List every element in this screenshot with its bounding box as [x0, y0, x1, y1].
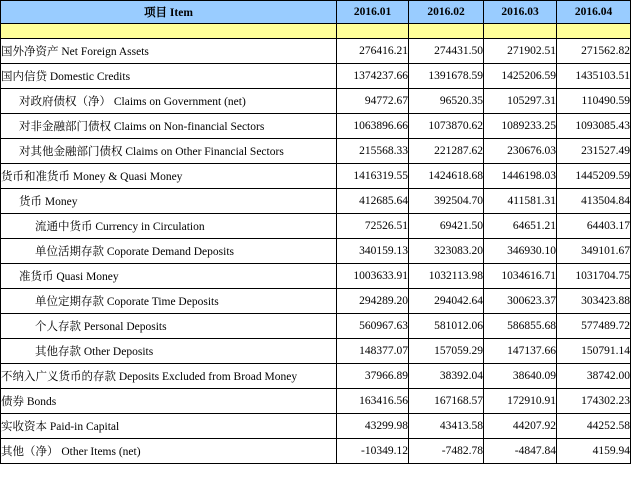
value-cell: 1063896.66	[337, 114, 409, 139]
row-label: 国外净资产 Net Foreign Assets	[1, 39, 337, 64]
value-cell: 105297.31	[484, 89, 557, 114]
value-cell: 1032113.98	[409, 264, 484, 289]
value-cell: 231527.49	[557, 139, 631, 164]
value-cell: 44207.92	[484, 414, 557, 439]
value-cell: 323083.20	[409, 239, 484, 264]
value-cell: 1089233.25	[484, 114, 557, 139]
row-label: 对非金融部门债权 Claims on Non-financial Sectors	[1, 114, 337, 139]
highlight-cell	[557, 24, 631, 39]
value-cell: 1424618.68	[409, 164, 484, 189]
row-label: 不纳入广义货币的存款 Deposits Excluded from Broad Money	[1, 364, 337, 389]
value-cell: 44252.58	[557, 414, 631, 439]
value-cell: 581012.06	[409, 314, 484, 339]
row-label: 流通中货币 Currency in Circulation	[1, 214, 337, 239]
value-cell: 163416.56	[337, 389, 409, 414]
value-cell: 1374237.66	[337, 64, 409, 89]
value-cell: 1093085.43	[557, 114, 631, 139]
value-cell: 110490.59	[557, 89, 631, 114]
table-row	[1, 64, 631, 89]
table-body	[1, 1, 631, 464]
value-cell: 1034616.71	[484, 264, 557, 289]
table-row	[1, 114, 631, 139]
header-period: 2016.03	[484, 1, 557, 24]
table-row	[1, 339, 631, 364]
value-cell: 172910.91	[484, 389, 557, 414]
value-cell: 43299.98	[337, 414, 409, 439]
value-cell: 38392.04	[409, 364, 484, 389]
highlight-cell	[409, 24, 484, 39]
header-period: 2016.04	[557, 1, 631, 24]
table-row	[1, 389, 631, 414]
row-label: 对其他金融部门债权 Claims on Other Financial Sectors	[1, 139, 337, 164]
table-row	[1, 214, 631, 239]
header-period: 2016.01	[337, 1, 409, 24]
value-cell: 1435103.51	[557, 64, 631, 89]
value-cell: 150791.14	[557, 339, 631, 364]
value-cell: 1425206.59	[484, 64, 557, 89]
highlight-cell	[484, 24, 557, 39]
value-cell: 64403.17	[557, 214, 631, 239]
value-cell: -7482.78	[409, 439, 484, 464]
value-cell: -4847.84	[484, 439, 557, 464]
table-row	[1, 39, 631, 64]
value-cell: 346930.10	[484, 239, 557, 264]
table-row	[1, 414, 631, 439]
row-label: 其他存款 Other Deposits	[1, 339, 337, 364]
table-row	[1, 164, 631, 189]
table-row	[1, 264, 631, 289]
table-row	[1, 289, 631, 314]
row-label: 单位定期存款 Coporate Time Deposits	[1, 289, 337, 314]
highlight-row	[1, 24, 631, 39]
value-cell: 230676.03	[484, 139, 557, 164]
value-cell: 1003633.91	[337, 264, 409, 289]
row-label: 个人存款 Personal Deposits	[1, 314, 337, 339]
table-row	[1, 89, 631, 114]
row-label: 准货币 Quasi Money	[1, 264, 337, 289]
value-cell: 300623.37	[484, 289, 557, 314]
value-cell: 1031704.75	[557, 264, 631, 289]
value-cell: 38640.09	[484, 364, 557, 389]
value-cell: 271902.51	[484, 39, 557, 64]
value-cell: 349101.67	[557, 239, 631, 264]
row-label: 货币 Money	[1, 189, 337, 214]
row-label: 货币和准货币 Money & Quasi Money	[1, 164, 337, 189]
value-cell: 72526.51	[337, 214, 409, 239]
table-row	[1, 139, 631, 164]
value-cell: 412685.64	[337, 189, 409, 214]
row-label: 对政府债权（净） Claims on Government (net)	[1, 89, 337, 114]
value-cell: 96520.35	[409, 89, 484, 114]
value-cell: 1391678.59	[409, 64, 484, 89]
value-cell: 586855.68	[484, 314, 557, 339]
row-label: 国内信贷 Domestic Credits	[1, 64, 337, 89]
value-cell: 303423.88	[557, 289, 631, 314]
highlight-cell	[337, 24, 409, 39]
row-label: 其他（净） Other Items (net)	[1, 439, 337, 464]
header-item: 项目 Item	[1, 1, 337, 24]
value-cell: 274431.50	[409, 39, 484, 64]
value-cell: 157059.29	[409, 339, 484, 364]
table-row	[1, 439, 631, 464]
value-cell: 64651.21	[484, 214, 557, 239]
value-cell: 147137.66	[484, 339, 557, 364]
value-cell: 148377.07	[337, 339, 409, 364]
highlight-cell	[1, 24, 337, 39]
value-cell: 69421.50	[409, 214, 484, 239]
value-cell: -10349.12	[337, 439, 409, 464]
value-cell: 37966.89	[337, 364, 409, 389]
value-cell: 174302.23	[557, 389, 631, 414]
value-cell: 1445209.59	[557, 164, 631, 189]
value-cell: 340159.13	[337, 239, 409, 264]
table-row	[1, 189, 631, 214]
row-label: 债券 Bonds	[1, 389, 337, 414]
value-cell: 271562.82	[557, 39, 631, 64]
row-label: 单位活期存款 Coporate Demand Deposits	[1, 239, 337, 264]
value-cell: 294289.20	[337, 289, 409, 314]
value-cell: 294042.64	[409, 289, 484, 314]
value-cell: 1073870.62	[409, 114, 484, 139]
value-cell: 43413.58	[409, 414, 484, 439]
value-cell: 413504.84	[557, 189, 631, 214]
header-period: 2016.02	[409, 1, 484, 24]
value-cell: 221287.62	[409, 139, 484, 164]
value-cell: 38742.00	[557, 364, 631, 389]
value-cell: 577489.72	[557, 314, 631, 339]
table-row	[1, 239, 631, 264]
table-row	[1, 314, 631, 339]
value-cell: 411581.31	[484, 189, 557, 214]
row-label: 实收资本 Paid-in Capital	[1, 414, 337, 439]
value-cell: 276416.21	[337, 39, 409, 64]
value-cell: 94772.67	[337, 89, 409, 114]
value-cell: 4159.94	[557, 439, 631, 464]
table-row	[1, 364, 631, 389]
header-row	[1, 1, 631, 24]
value-cell: 1446198.03	[484, 164, 557, 189]
value-cell: 392504.70	[409, 189, 484, 214]
value-cell: 215568.33	[337, 139, 409, 164]
value-cell: 560967.63	[337, 314, 409, 339]
value-cell: 1416319.55	[337, 164, 409, 189]
value-cell: 167168.57	[409, 389, 484, 414]
